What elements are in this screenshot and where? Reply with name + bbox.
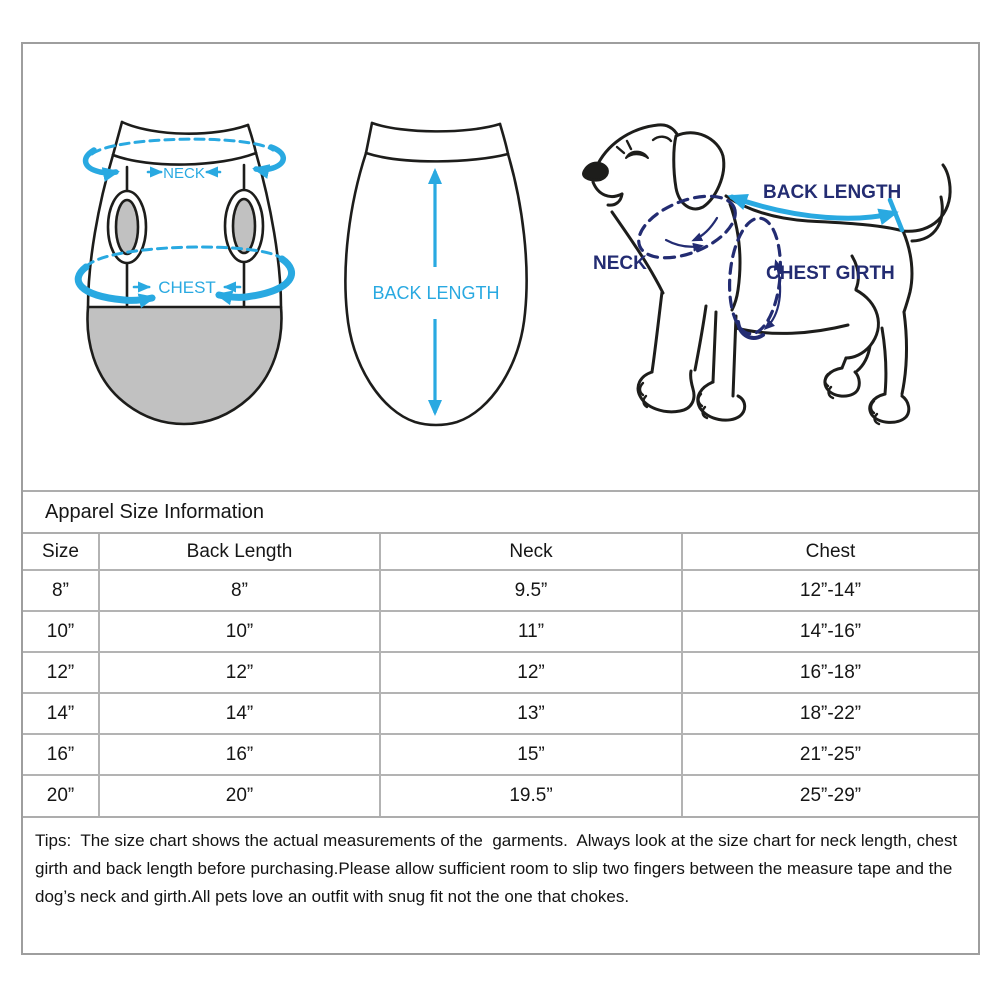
table-cell: 20” [23, 775, 99, 816]
back-garment-figure [338, 115, 535, 430]
table-cell: 8” [99, 570, 380, 611]
dog-figure [560, 100, 980, 450]
table-cell: 14”-16” [682, 611, 978, 652]
table-cell: 18”-22” [682, 693, 978, 734]
tips-text: Tips: The size chart shows the actual measurements of the garments. Always look at the size chart for neck length, chest girth and back length before purchasing.Please allow sufficient room to slip two fingers between the measure tape and the dog’s neck and girth.All pets love an outfit with snug fit not the one that chokes. [35, 831, 962, 906]
tips-section [23, 816, 978, 953]
table-cell: 11” [380, 611, 682, 652]
table-cell: 15” [380, 734, 682, 775]
table-cell: 25”-29” [682, 775, 978, 816]
table-cell: 10” [99, 611, 380, 652]
measurement-diagrams [23, 44, 978, 490]
table-row [23, 611, 978, 652]
dog-chest-girth-label: CHEST GIRTH [766, 263, 895, 284]
table-cell: 13” [380, 693, 682, 734]
table-cell: 19.5” [380, 775, 682, 816]
table-row [23, 570, 978, 611]
table-cell: 10” [23, 611, 99, 652]
table-title-row [23, 490, 978, 534]
column-header-size: Size [23, 534, 99, 570]
table-cell: 16” [99, 734, 380, 775]
table-row [23, 693, 978, 734]
table-cell: 16”-18” [682, 652, 978, 693]
table-cell: 12” [23, 652, 99, 693]
front-garment-figure [60, 110, 330, 440]
table-cell: 9.5” [380, 570, 682, 611]
table-cell: 12”-14” [682, 570, 978, 611]
table-row [23, 734, 978, 775]
table-row [23, 652, 978, 693]
table-cell: 14” [99, 693, 380, 734]
infographic-frame [21, 42, 980, 955]
table-cell: 12” [380, 652, 682, 693]
front-neck-label: NECK [163, 165, 205, 182]
column-header-back-length: Back Length [99, 534, 380, 570]
table-row [23, 775, 978, 816]
table-cell: 8” [23, 570, 99, 611]
table-cell: 16” [23, 734, 99, 775]
table-cell: 20” [99, 775, 380, 816]
table-title: Apparel Size Information [45, 500, 265, 523]
size-table [23, 534, 978, 816]
back-length-label: BACK LENGTH [372, 283, 500, 303]
table-cell: 14” [23, 693, 99, 734]
dog-neck-label: NECK [593, 253, 647, 274]
front-chest-label: CHEST [158, 278, 216, 297]
column-header-chest: Chest [682, 534, 978, 570]
column-header-neck: Neck [380, 534, 682, 570]
table-header-row [23, 534, 978, 570]
dog-back-length-label: BACK LENGTH [763, 182, 902, 203]
table-cell: 21”-25” [682, 734, 978, 775]
table-cell: 12” [99, 652, 380, 693]
